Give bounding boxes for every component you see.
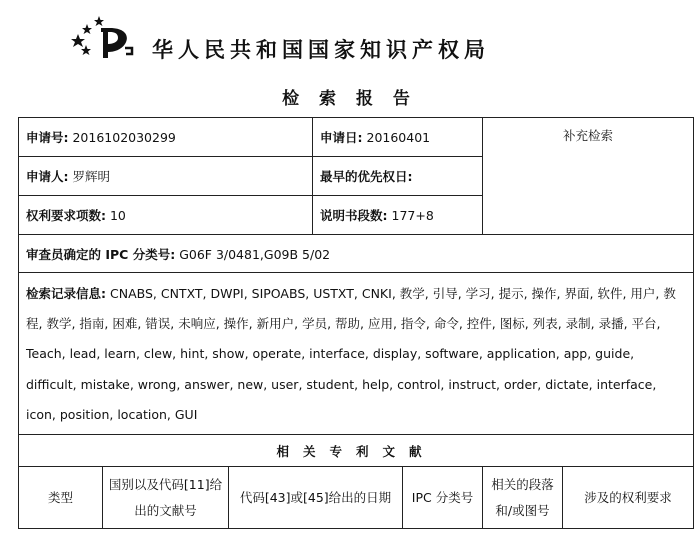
table-row: [19, 235, 694, 273]
supplementary-search-cell: 补充检索: [483, 118, 694, 235]
column-header-doc-number: 国别以及代码[11]给出的文献号: [103, 467, 229, 529]
claims-count-cell: 权利要求项数: 10: [19, 196, 313, 235]
search-record: CNABS, CNTXT, DWPI, SIPOABS, USTXT, CNKI, 教学, 引导, 学习, 提示, 操作, 界面, 软件, 用户, 教程, 教学, 指南, 困难, 错误, 未响应, 操作, 新用户, 学员, 帮助, 应用, 指令, 命令, 控件, 图标, 列表, 录制, 录播, 平台, Teach, lead, learn, clew, hint, show, operate, interface, display, software, application, app, guide, difficult, mistake, wrong, answer, new, user, student, help, control, instruct, order, dictate, interface, icon, position, location, GUI: [26, 286, 676, 422]
column-header-claims: 涉及的权利要求: [563, 467, 694, 529]
spec-pages: 177+8: [391, 208, 434, 223]
claims-count: 10: [109, 208, 126, 223]
column-header-date: 代码[43]或[45]给出的日期: [229, 467, 403, 529]
column-header-paragraphs: 相关的段落和/或图号: [483, 467, 563, 529]
application-date-cell: 申请日: 20160401: [313, 118, 483, 157]
ipc-classification: G06F 3/0481,G09B 5/02: [179, 246, 331, 262]
table-row: [19, 435, 694, 467]
column-header-type: 类型: [19, 467, 103, 529]
spec-pages-cell: 说明书段数: 177+8: [313, 196, 483, 235]
report-title: 检 索 报 告: [282, 89, 417, 109]
related-docs-heading: 相关专利文献: [19, 435, 694, 467]
table-row: [19, 273, 694, 435]
priority-date-cell: 最早的优先权日:: [313, 157, 483, 196]
applicant-cell: 申请人: 罗辉明: [19, 157, 313, 196]
applicant-name: 罗辉明: [72, 169, 110, 184]
application-date: 20160401: [366, 130, 431, 145]
cnipa-logo-icon: [70, 12, 140, 62]
table-row: [19, 467, 694, 529]
search-record-cell: 检索记录信息: CNABS, CNTXT, DWPI, SIPOABS, USTXT, CNKI, 教学, 引导, 学习, 提示, 操作, 界面, 软件, 用户, 教程, 教学, 指南, 困难, 错误, 未响应, 操作, 新用户, 学员, 帮助, 应用, 指令, 命令, 控件, 图标, 列表, 录制, 录播, 平台, Teach, lead, learn, clew, hint, show, operate, interface, display, software, application, app, guide, difficult, mistake, wrong, answer, new, user, student, help, control, instruct, order, dictate, interface, icon, position, location, GUI: [19, 273, 694, 435]
header: [0, 0, 699, 70]
application-number: 2016102030299: [72, 130, 176, 145]
ipc-cell: 审查员确定的 IPC 分类号: G06F 3/0481,G09B 5/02: [19, 235, 694, 273]
column-header-ipc: IPC 分类号: [403, 467, 483, 529]
report-table: [18, 117, 694, 529]
office-name: 华人民共和国国家知识产权局: [152, 38, 490, 62]
application-number-cell: 申请号: 2016102030299: [19, 118, 313, 157]
table-row: [19, 118, 694, 157]
